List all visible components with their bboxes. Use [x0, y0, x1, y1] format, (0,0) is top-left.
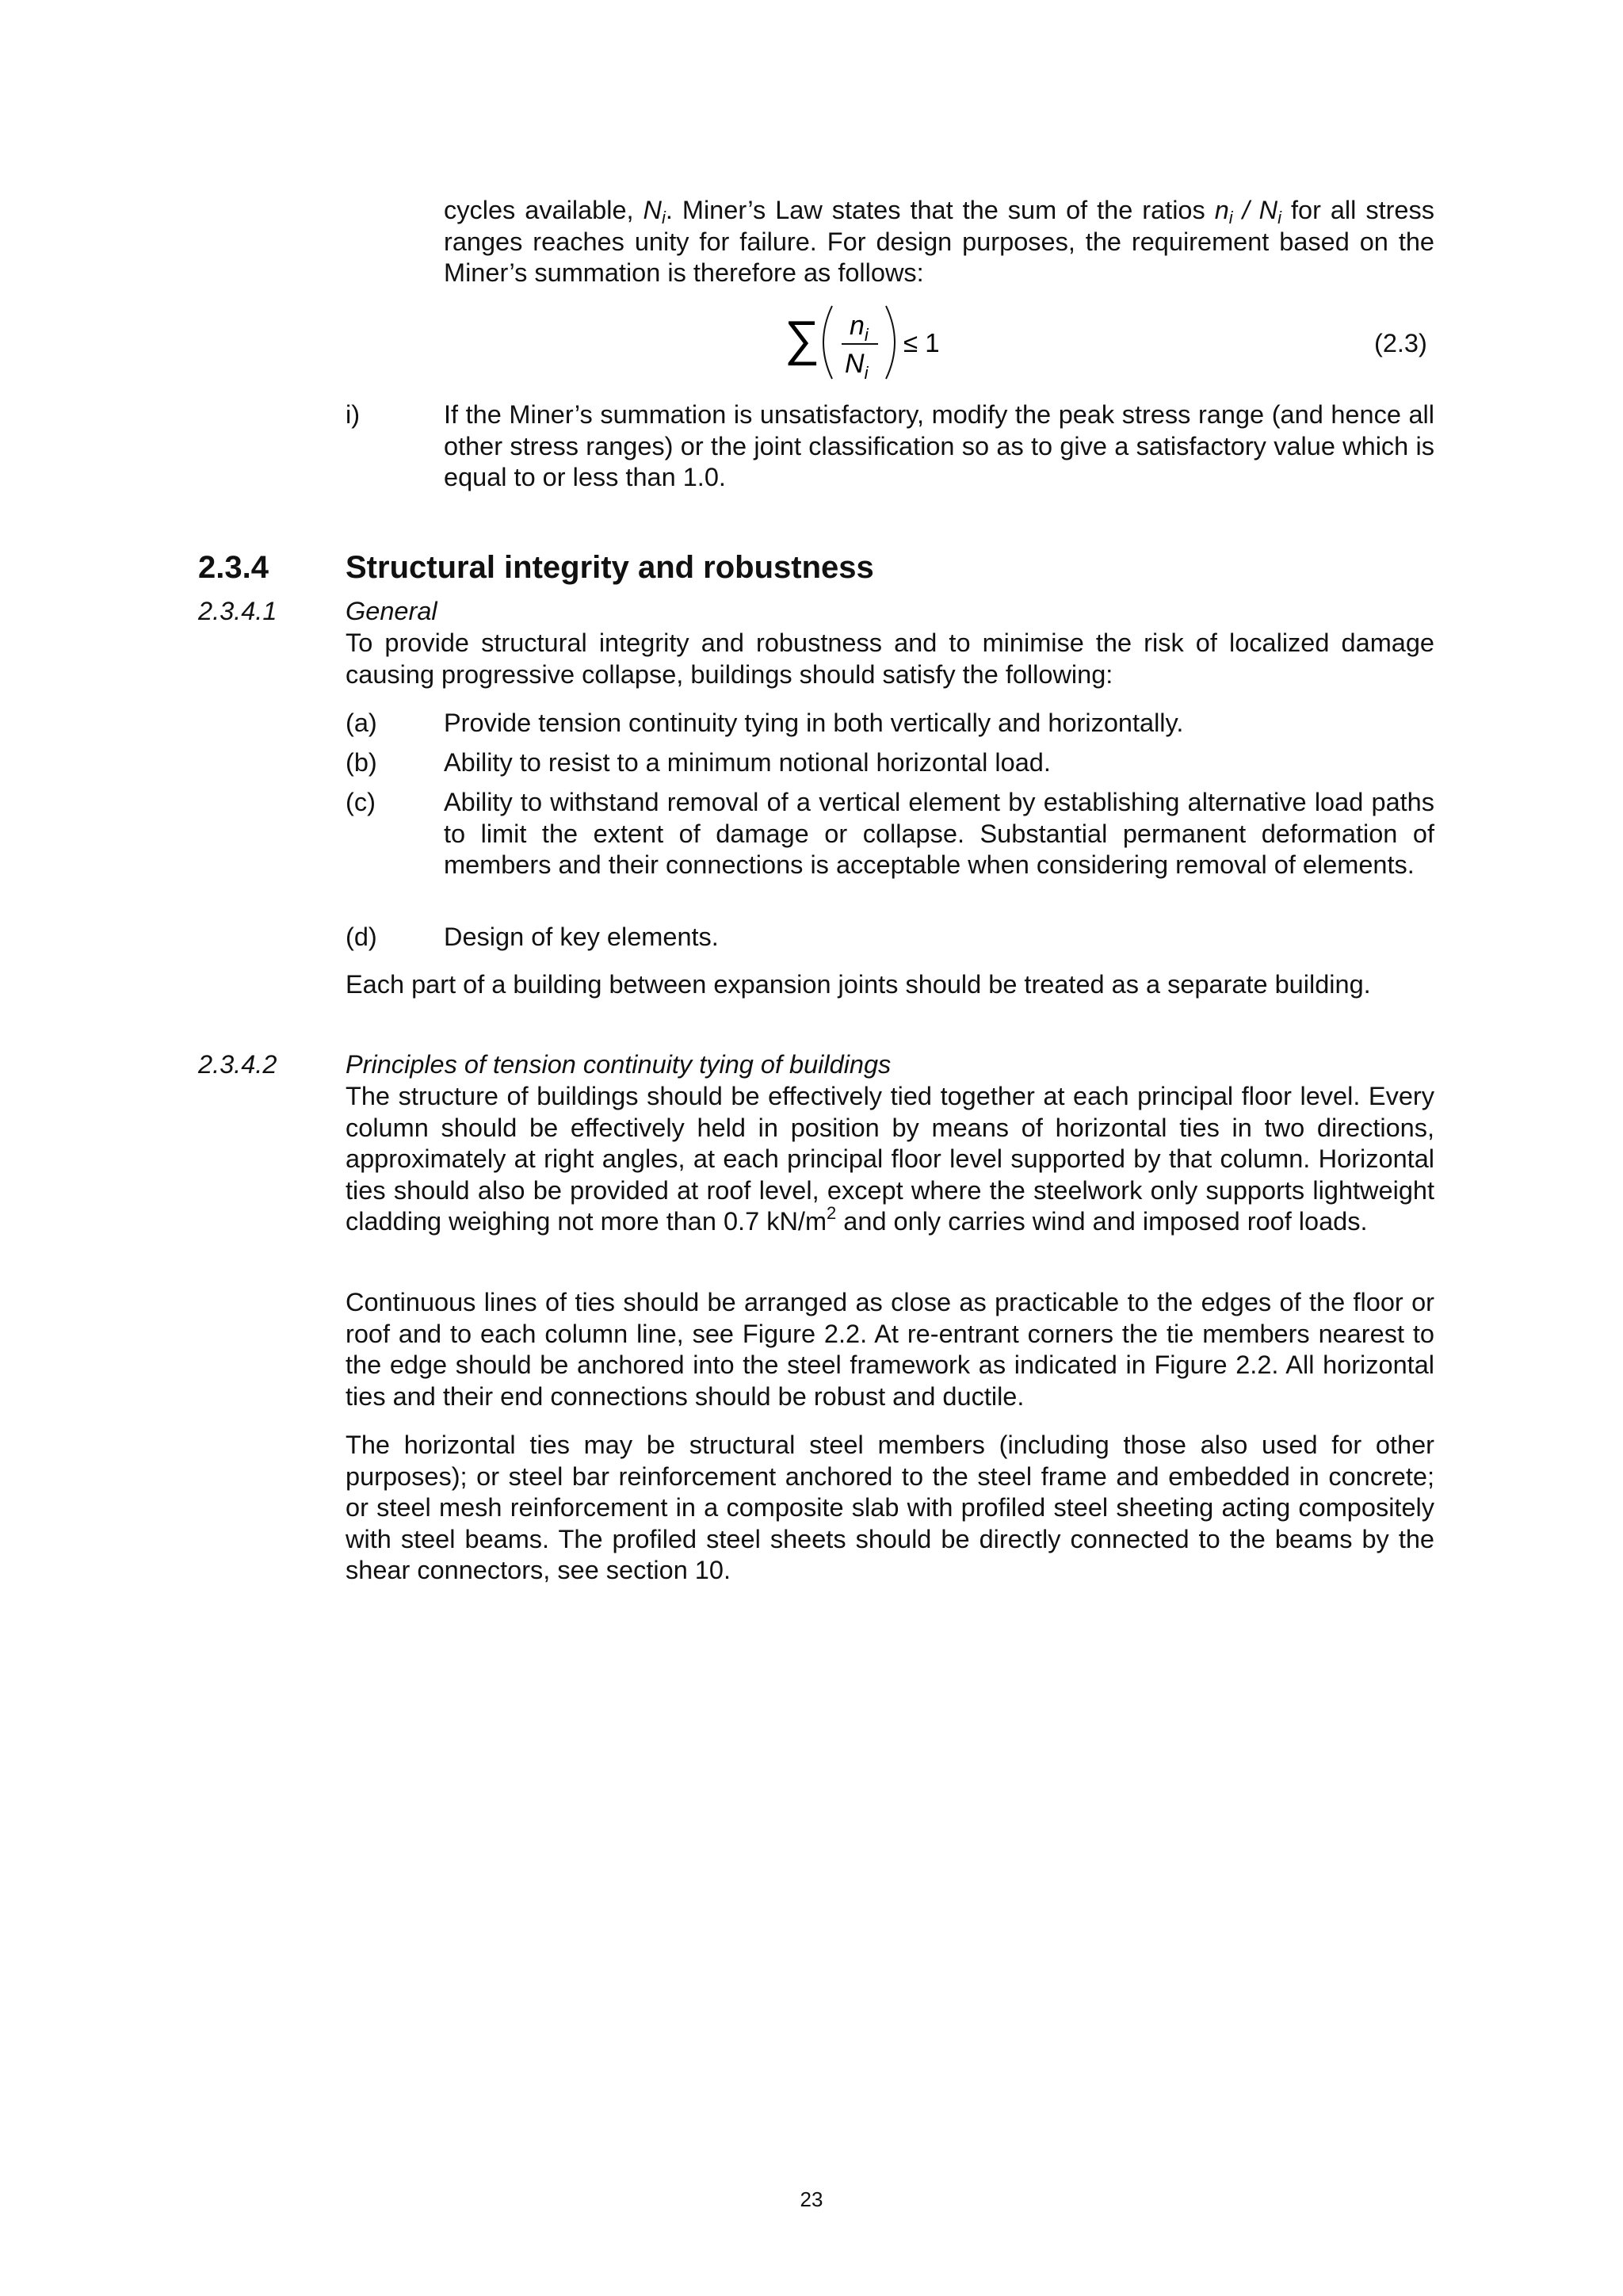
- list-item-label: (d): [346, 923, 377, 951]
- list-item-label: (b): [346, 748, 377, 777]
- tying-paragraph-3: The horizontal ties may be structural steel members (including those also used for other purposes); or steel bar reinforcement anchored to the steel frame and embedded in concrete; or steel mesh reinforcement in a composite slab with profiled steel sheeting acting compositely with steel beams. The profiled steel sheets should be directly connected to the beams by the shear connectors, see section 10.: [346, 1431, 1434, 1585]
- equation-number: (2.3): [1374, 329, 1427, 357]
- section-title-2-3-4: Structural integrity and robustness: [346, 550, 874, 585]
- equation-left-paren: [823, 306, 832, 379]
- list-item-text: Ability to withstand removal of a vertical element by establishing alternative load paths to limit the extent of damage or collapse. Substantial permanent deformation of members and their connections is acceptable when considering removal of elements.: [444, 788, 1434, 880]
- page-number: 23: [800, 2187, 823, 2211]
- list-item-text: Ability to resist to a minimum notional horizontal load.: [444, 748, 1051, 777]
- tying-paragraph-2: Continuous lines of ties should be arranged as close as practicable to the edges of the floor or roof and to each column line, see Figure 2.2. At re-entrant corners the tie members nearest to the edge should be anchored into the steel framework as indicated in Figure 2.2. All horizontal ties and their end connections should be robust and ductile.: [346, 1288, 1434, 1411]
- equation-right-paren: [886, 306, 895, 379]
- list-item-text: Provide tension continuity tying in both vertically and horizontally.: [444, 709, 1184, 737]
- general-closing-paragraph: Each part of a building between expansion joints should be treated as a separate building.: [346, 970, 1371, 999]
- general-intro-paragraph: To provide structural integrity and robustness and to minimise the risk of localized damage causing progressive collapse, buildings should satisfy the following:: [346, 628, 1434, 689]
- miner-intro-paragraph: cycles available, $N_i$. Miner’s Law states that the sum of the ratios $n_i / N_i$ for all stress ranges reaches unity for failure. For design purposes, the requirement based on the Miner’s summation is therefore as follows:: [444, 196, 1435, 288]
- section-number-2-3-4-2: 2.3.4.2: [198, 1050, 277, 1079]
- equation-sigma: ∑: [785, 311, 820, 366]
- list-item-label: (c): [346, 788, 376, 816]
- miner-equation: [785, 300, 967, 387]
- tying-paragraph-1: The structure of buildings should be effectively tied together at each principal floor level. Every column should be effectively held in position by means of horizontal ties in two directions, approximately at right angles, at each principal floor level supported by that column. Horizontal ties should also be provided at roof level, except where the steelwork only supports lightweight cladding weighing not more than 0.7 $kN/m^2$ and only carries wind and imposed roof loads.: [346, 1082, 1434, 1236]
- list-item-label: (a): [346, 709, 377, 737]
- section-title-2-3-4-2: Principles of tension continuity tying of buildings: [346, 1050, 892, 1079]
- list-item-text: Design of key elements.: [444, 923, 719, 951]
- item-i-label: i): [346, 400, 361, 429]
- item-i-text: If the Miner’s summation is unsatisfactory, modify the peak stress range (and hence all other stress ranges) or the joint classification so as to give a satisfactory value which is equal to or less than 1.0.: [444, 400, 1434, 492]
- section-number-2-3-4-1: 2.3.4.1: [198, 597, 277, 625]
- equation-denominator: $N_i$: [845, 349, 869, 383]
- equation-relation: ≤ 1: [903, 328, 940, 357]
- section-title-2-3-4-1: General: [346, 597, 437, 625]
- equation-numerator: $n_i$: [850, 311, 869, 345]
- section-number-2-3-4: 2.3.4: [198, 550, 269, 585]
